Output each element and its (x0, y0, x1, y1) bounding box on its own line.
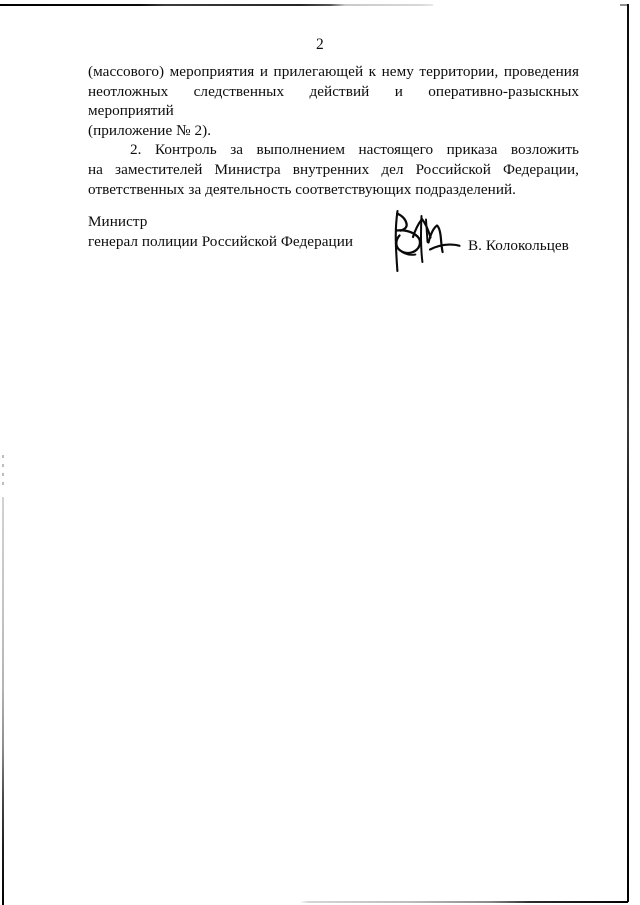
scan-edge-right (627, 4, 629, 902)
paragraph-line: (приложение № 2). (88, 121, 212, 139)
signature-block (88, 212, 588, 252)
signer-name: В. Колокольцев (468, 237, 569, 254)
paragraph-line: неотложных следственных действий и оперативно-разыскных мероприятий (88, 82, 579, 120)
paragraph-line: 2. Контроль за выполнением настоящего приказа возложить (130, 141, 579, 159)
scan-edge-left (2, 497, 4, 905)
scan-edge-bottom (300, 901, 628, 903)
handwritten-signature-icon (384, 208, 468, 274)
paragraph-line: ответственных за деятельность соответствующих подразделений. (88, 180, 517, 198)
paragraph-line: на заместителей Министра внутренних дел Российской Федерации, (88, 160, 579, 178)
signatory-title-line-1: Министр (88, 213, 148, 230)
page-number: 2 (316, 36, 324, 53)
document-body (88, 62, 579, 199)
scan-edge-top-right-mark (620, 4, 628, 6)
paragraph-continuation (88, 62, 579, 140)
paragraph-line: (массового) мероприятия и прилегающей к нему территории, проведения (88, 63, 579, 80)
scan-edge-left-dotted (2, 455, 4, 485)
signatory-title-line-2: генерал полиции Российской Федерации (88, 233, 354, 250)
scan-edge-top (0, 4, 433, 6)
paragraph-item-2 (88, 140, 579, 199)
